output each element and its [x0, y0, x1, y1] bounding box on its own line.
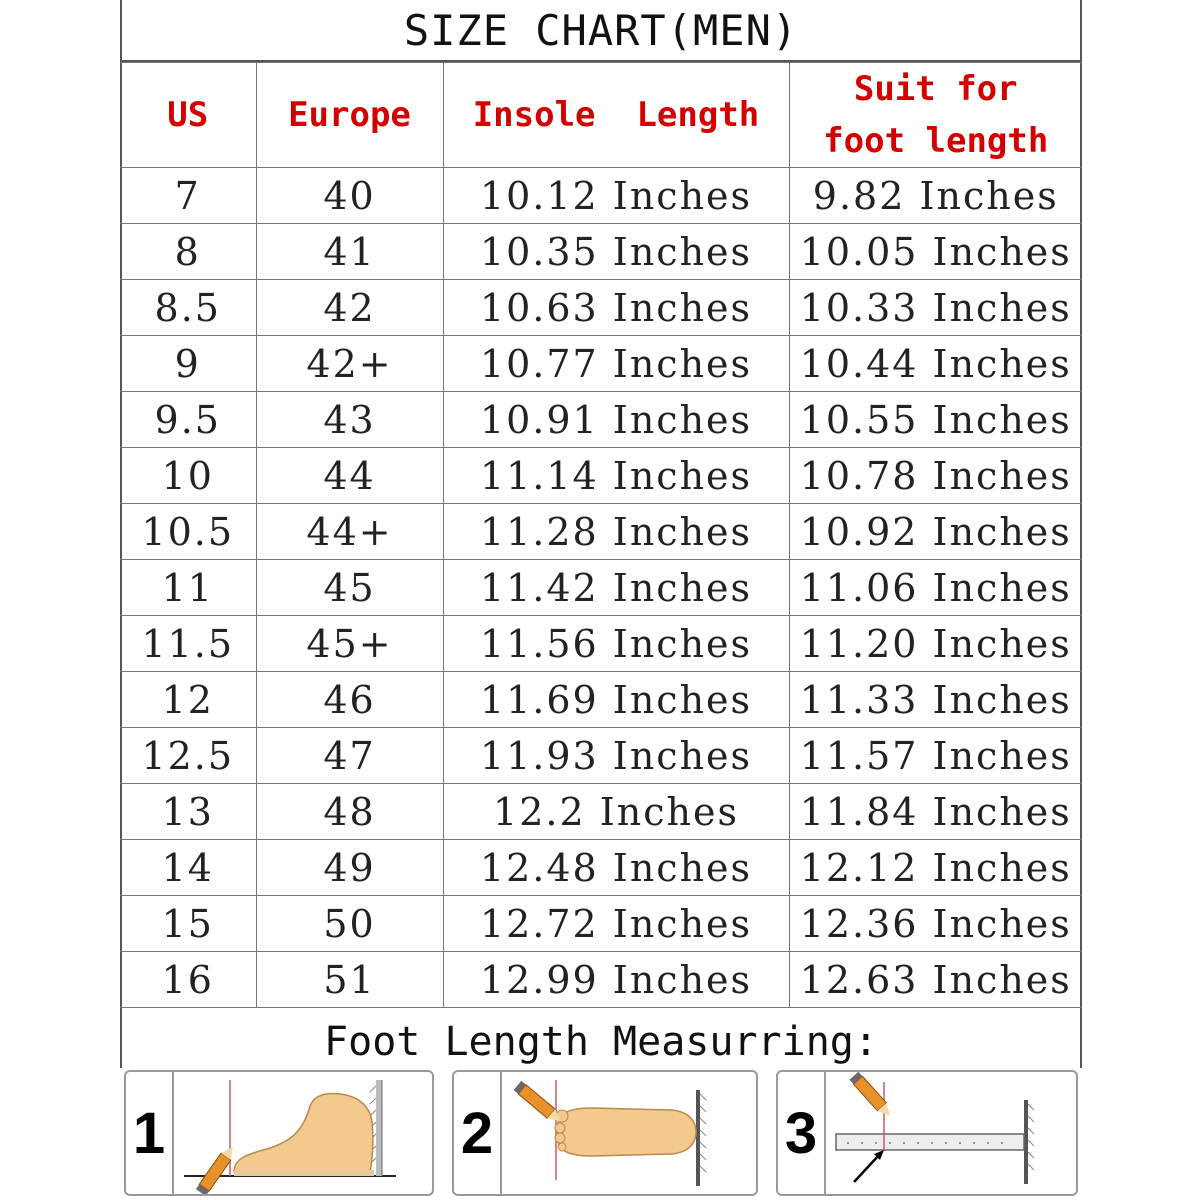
- cell-foot-length: 10.05 Inches: [789, 224, 1082, 280]
- step-1-panel: [124, 1070, 434, 1196]
- cell-europe: 49: [256, 840, 443, 896]
- table-row: [120, 952, 1082, 1008]
- cell-foot-length: 10.44 Inches: [789, 336, 1082, 392]
- cell-foot-length: 10.92 Inches: [789, 504, 1082, 560]
- cell-europe: 40: [256, 168, 443, 224]
- cell-insole-length: 12.72 Inches: [443, 896, 789, 952]
- table-row: [120, 616, 1082, 672]
- header-suit-foot-length: [789, 63, 1082, 168]
- cell-us: 14: [120, 840, 256, 896]
- cell-insole-length: 10.63 Inches: [443, 280, 789, 336]
- step-2-panel: [452, 1070, 758, 1196]
- table-row: [120, 168, 1082, 224]
- measuring-steps: [124, 1070, 1084, 1198]
- cell-foot-length: 11.20 Inches: [789, 616, 1082, 672]
- cell-insole-length: 11.93 Inches: [443, 728, 789, 784]
- cell-foot-length: 10.33 Inches: [789, 280, 1082, 336]
- table-row: [120, 728, 1082, 784]
- cell-europe: 45: [256, 560, 443, 616]
- cell-insole-length: 12.99 Inches: [443, 952, 789, 1008]
- step-3-panel: [776, 1070, 1078, 1196]
- cell-insole-length: 11.69 Inches: [443, 672, 789, 728]
- cell-us: 15: [120, 896, 256, 952]
- cell-us: 16: [120, 952, 256, 1008]
- ruler-measure-icon: [826, 1072, 1076, 1194]
- cell-insole-length: 12.2 Inches: [443, 784, 789, 840]
- cell-insole-length: 11.42 Inches: [443, 560, 789, 616]
- cell-europe: 44+: [256, 504, 443, 560]
- cell-europe: 47: [256, 728, 443, 784]
- cell-europe: 51: [256, 952, 443, 1008]
- step-3-number: 3: [778, 1072, 826, 1194]
- cell-europe: 42: [256, 280, 443, 336]
- table-header-row: [120, 63, 1082, 168]
- table-body: [120, 168, 1082, 1008]
- cell-insole-length: 10.12 Inches: [443, 168, 789, 224]
- size-table: [120, 62, 1082, 1008]
- cell-us: 10: [120, 448, 256, 504]
- cell-europe: 41: [256, 224, 443, 280]
- cell-insole-length: 12.48 Inches: [443, 840, 789, 896]
- cell-us: 11.5: [120, 616, 256, 672]
- table-row: [120, 896, 1082, 952]
- cell-insole-length: 10.77 Inches: [443, 336, 789, 392]
- measuring-title: Foot Length Measurring:: [324, 1019, 878, 1065]
- cell-us: 13: [120, 784, 256, 840]
- header-suit-line1: Suit for: [853, 69, 1018, 109]
- header-suit-line2: foot length: [823, 121, 1049, 161]
- table-row: [120, 560, 1082, 616]
- step-2-number: 2: [454, 1072, 502, 1194]
- cell-foot-length: 10.78 Inches: [789, 448, 1082, 504]
- foot-top-view-icon: [502, 1072, 756, 1194]
- cell-foot-length: 11.06 Inches: [789, 560, 1082, 616]
- table-row: [120, 224, 1082, 280]
- table-row: [120, 784, 1082, 840]
- table-row: [120, 840, 1082, 896]
- cell-insole-length: 10.35 Inches: [443, 224, 789, 280]
- cell-us: 12: [120, 672, 256, 728]
- cell-us: 10.5: [120, 504, 256, 560]
- cell-europe: 44: [256, 448, 443, 504]
- step-1-number: 1: [126, 1072, 174, 1194]
- table-row: [120, 448, 1082, 504]
- foot-side-view-icon: [174, 1072, 432, 1194]
- table-row: [120, 280, 1082, 336]
- cell-foot-length: 11.57 Inches: [789, 728, 1082, 784]
- cell-us: 8.5: [120, 280, 256, 336]
- cell-europe: 50: [256, 896, 443, 952]
- cell-us: 9: [120, 336, 256, 392]
- table-row: [120, 672, 1082, 728]
- header-insole-length: Insole Length: [443, 63, 789, 168]
- cell-europe: 43: [256, 392, 443, 448]
- chart-title: SIZE CHART(MEN): [120, 0, 1082, 62]
- cell-insole-length: 11.14 Inches: [443, 448, 789, 504]
- cell-insole-length: 10.91 Inches: [443, 392, 789, 448]
- cell-foot-length: 10.55 Inches: [789, 392, 1082, 448]
- cell-foot-length: 9.82 Inches: [789, 168, 1082, 224]
- table-row: [120, 392, 1082, 448]
- table-row: [120, 336, 1082, 392]
- cell-europe: 46: [256, 672, 443, 728]
- cell-insole-length: 11.56 Inches: [443, 616, 789, 672]
- cell-us: 8: [120, 224, 256, 280]
- cell-us: 7: [120, 168, 256, 224]
- cell-foot-length: 11.84 Inches: [789, 784, 1082, 840]
- cell-europe: 42+: [256, 336, 443, 392]
- cell-europe: 48: [256, 784, 443, 840]
- cell-us: 9.5: [120, 392, 256, 448]
- header-europe: Europe: [256, 63, 443, 168]
- cell-foot-length: 12.12 Inches: [789, 840, 1082, 896]
- cell-europe: 45+: [256, 616, 443, 672]
- cell-insole-length: 11.28 Inches: [443, 504, 789, 560]
- header-us: US: [120, 63, 256, 168]
- cell-foot-length: 12.63 Inches: [789, 952, 1082, 1008]
- cell-us: 11: [120, 560, 256, 616]
- cell-foot-length: 11.33 Inches: [789, 672, 1082, 728]
- table-row: [120, 504, 1082, 560]
- cell-us: 12.5: [120, 728, 256, 784]
- cell-foot-length: 12.36 Inches: [789, 896, 1082, 952]
